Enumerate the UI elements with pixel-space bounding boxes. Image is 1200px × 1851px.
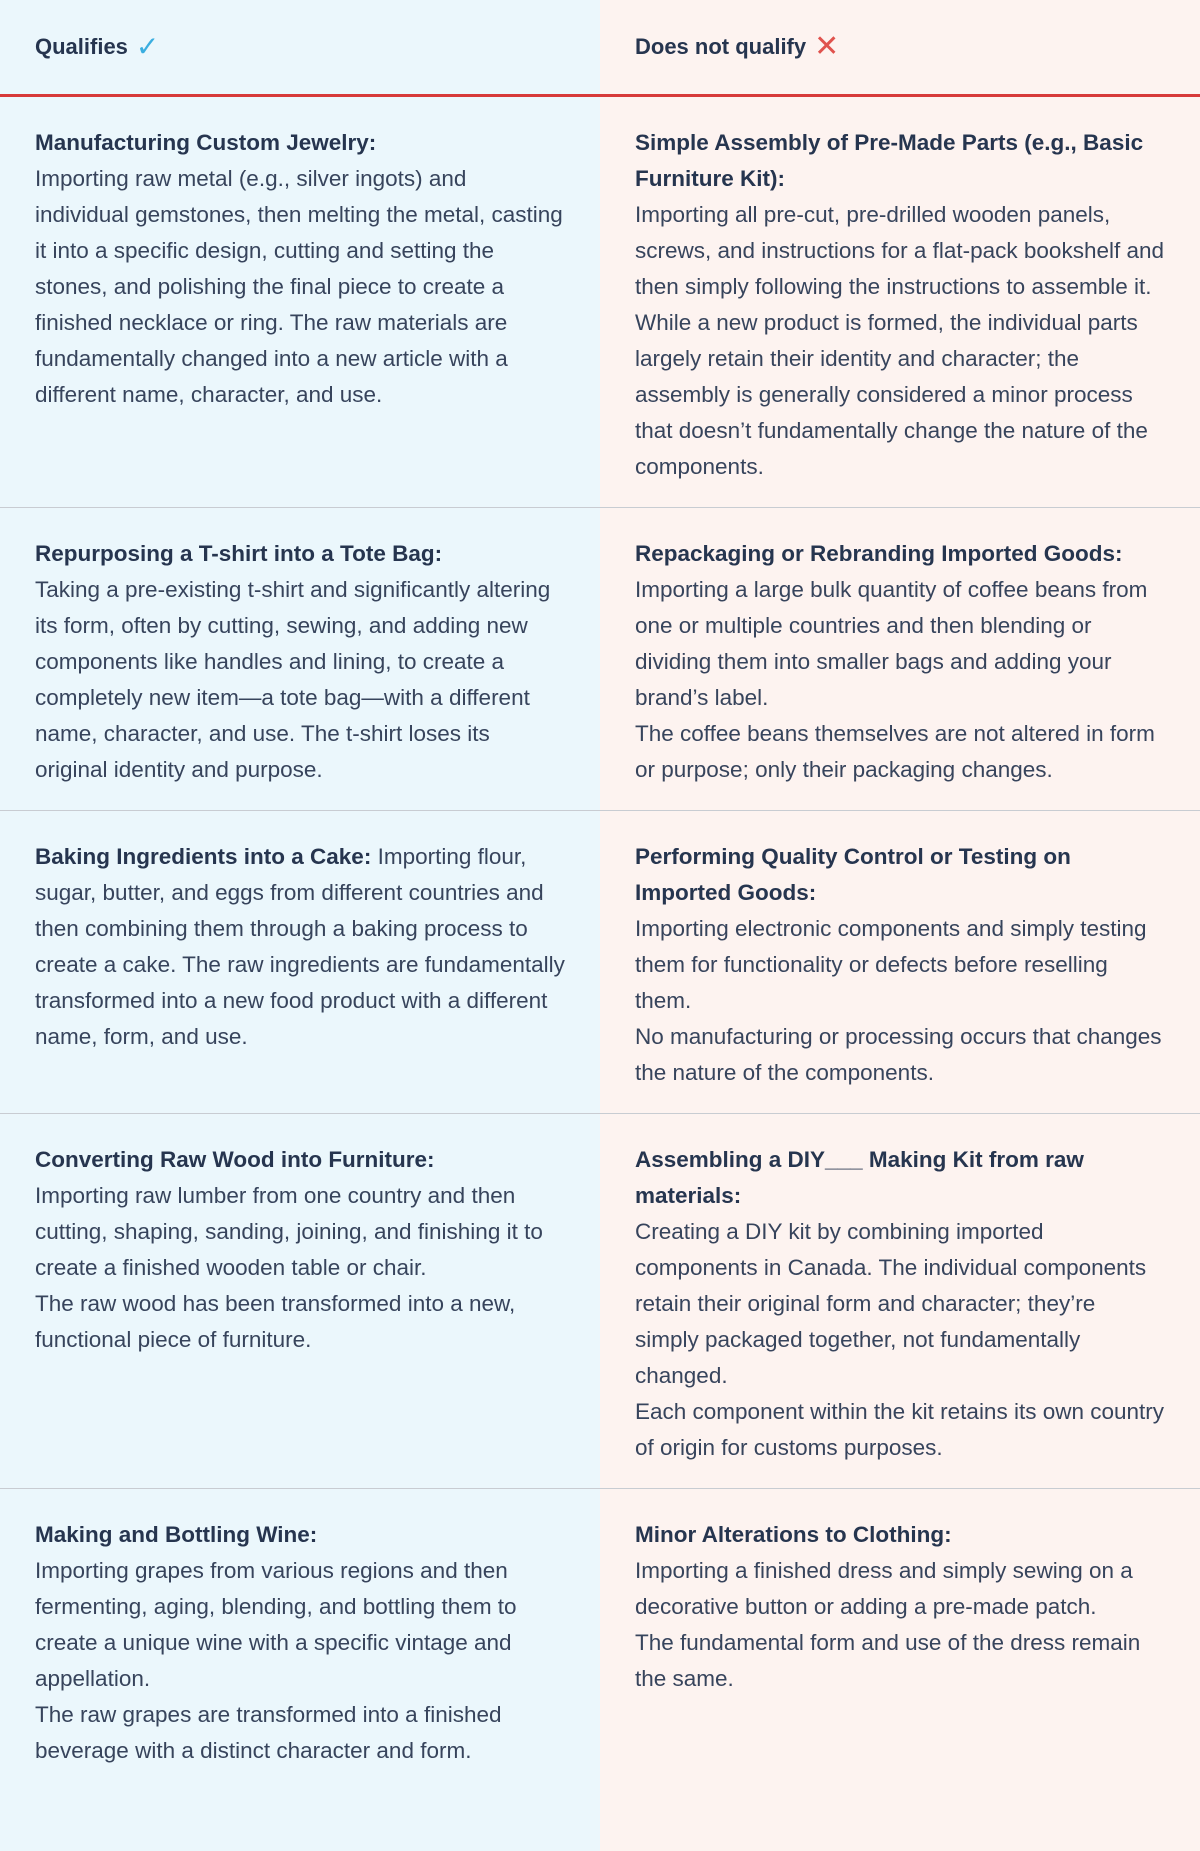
header-qualifies (0, 0, 600, 94)
item-title: Manufacturing Custom Jewelry: (35, 130, 377, 155)
item-text: No manufacturing or processing occurs that changes the nature of the components. (635, 1024, 1162, 1085)
item-text: Importing grapes from various regions and then fermenting, aging, blending, and bottling them to create a unique wine with a specific vintage and appellation. (35, 1558, 517, 1691)
item-title: Making and Bottling Wine: (35, 1522, 318, 1547)
item-text: Importing flour, sugar, butter, and eggs from different countries and then combining them through a baking process to create a cake. The raw ingredients are fundamentally transformed into a new food product with a different name, form, and use. (35, 844, 565, 1049)
item-title: Minor Alterations to Clothing: (635, 1522, 952, 1547)
not-qualify-cell (600, 811, 1200, 1113)
header-not-qualify-label: Does not qualify (635, 34, 807, 59)
item-title: Simple Assembly of Pre-Made Parts (e.g., Basic Furniture Kit): (635, 130, 1144, 191)
item-title: Repurposing a T-shirt into a Tote Bag: (35, 541, 443, 566)
item-text: Importing a large bulk quantity of coffee beans from one or multiple countries and then blending or dividing them into smaller bags and adding your brand’s label. (635, 577, 1148, 710)
table-row (0, 811, 1200, 1114)
table-row (0, 97, 1200, 508)
qualifies-cell (0, 1114, 600, 1488)
item-text: The raw grapes are transformed into a finished beverage with a distinct character and form. (35, 1702, 502, 1763)
not-qualify-cell (600, 1114, 1200, 1488)
item-title: Performing Quality Control or Testing on Imported Goods: (635, 844, 1071, 905)
qualifies-cell (0, 97, 600, 507)
qualifies-cell (0, 1489, 600, 1851)
not-qualify-cell (600, 508, 1200, 810)
item-title: Baking Ingredients into a Cake: (35, 844, 372, 869)
item-text: Importing raw lumber from one country and then cutting, shaping, sanding, joining, and finishing it to create a finished wooden table or chair. (35, 1183, 543, 1280)
item-text: Importing raw metal (e.g., silver ingots) and individual gemstones, then melting the metal, casting it into a specific design, cutting and setting the stones, and polishing the final piece to create a finished necklace or ring. The raw materials are fundamentally changed into a new article with a different name, character, and use. (35, 166, 563, 407)
item-text: The raw wood has been transformed into a new, functional piece of furniture. (35, 1291, 516, 1352)
qualifies-cell (0, 811, 600, 1113)
item-text: Importing a finished dress and simply sewing on a decorative button or adding a pre-made patch. (635, 1558, 1133, 1619)
header-not-qualify (600, 0, 1200, 94)
item-title: Converting Raw Wood into Furniture: (35, 1147, 435, 1172)
item-title: Assembling a DIY___ Making Kit from raw materials: (635, 1147, 1084, 1208)
item-text: Each component within the kit retains its own country of origin for customs purposes. (635, 1399, 1165, 1460)
item-text: The coffee beans themselves are not altered in form or purpose; only their packaging changes. (635, 721, 1155, 782)
item-text: Importing electronic components and simply testing them for functionality or defects before reselling them. (635, 916, 1147, 1013)
check-icon: ✓ (135, 31, 160, 62)
table-row (0, 508, 1200, 811)
item-text: The fundamental form and use of the dress remain the same. (635, 1630, 1141, 1691)
item-text: Importing all pre-cut, pre-drilled wooden panels, screws, and instructions for a flat-pack bookshelf and then simply following the instructions to assemble it. While a new product is formed, the individual parts largely retain their identity and character; the assembly is generally considered a minor process that doesn’t fundamentally change the nature of the components. (635, 202, 1165, 479)
cross-icon: ✕ (814, 30, 840, 63)
not-qualify-cell (600, 1489, 1200, 1851)
table-row (0, 1489, 1200, 1851)
table-row (0, 1114, 1200, 1489)
qualifies-cell (0, 508, 600, 810)
header-qualifies-label: Qualifies (35, 34, 128, 59)
table-header (0, 0, 1200, 97)
item-text: Taking a pre-existing t-shirt and significantly altering its form, often by cutting, sewing, and adding new components like handles and lining, to create a completely new item—a tote bag—with a different name, character, and use. The t-shirt loses its original identity and purpose. (35, 577, 551, 782)
item-title: Repackaging or Rebranding Imported Goods: (635, 541, 1123, 566)
item-text: Creating a DIY kit by combining imported components in Canada. The individual components retain their original form and character; they’re simply packaged together, not fundamentally changed. (635, 1219, 1147, 1388)
not-qualify-cell (600, 97, 1200, 507)
